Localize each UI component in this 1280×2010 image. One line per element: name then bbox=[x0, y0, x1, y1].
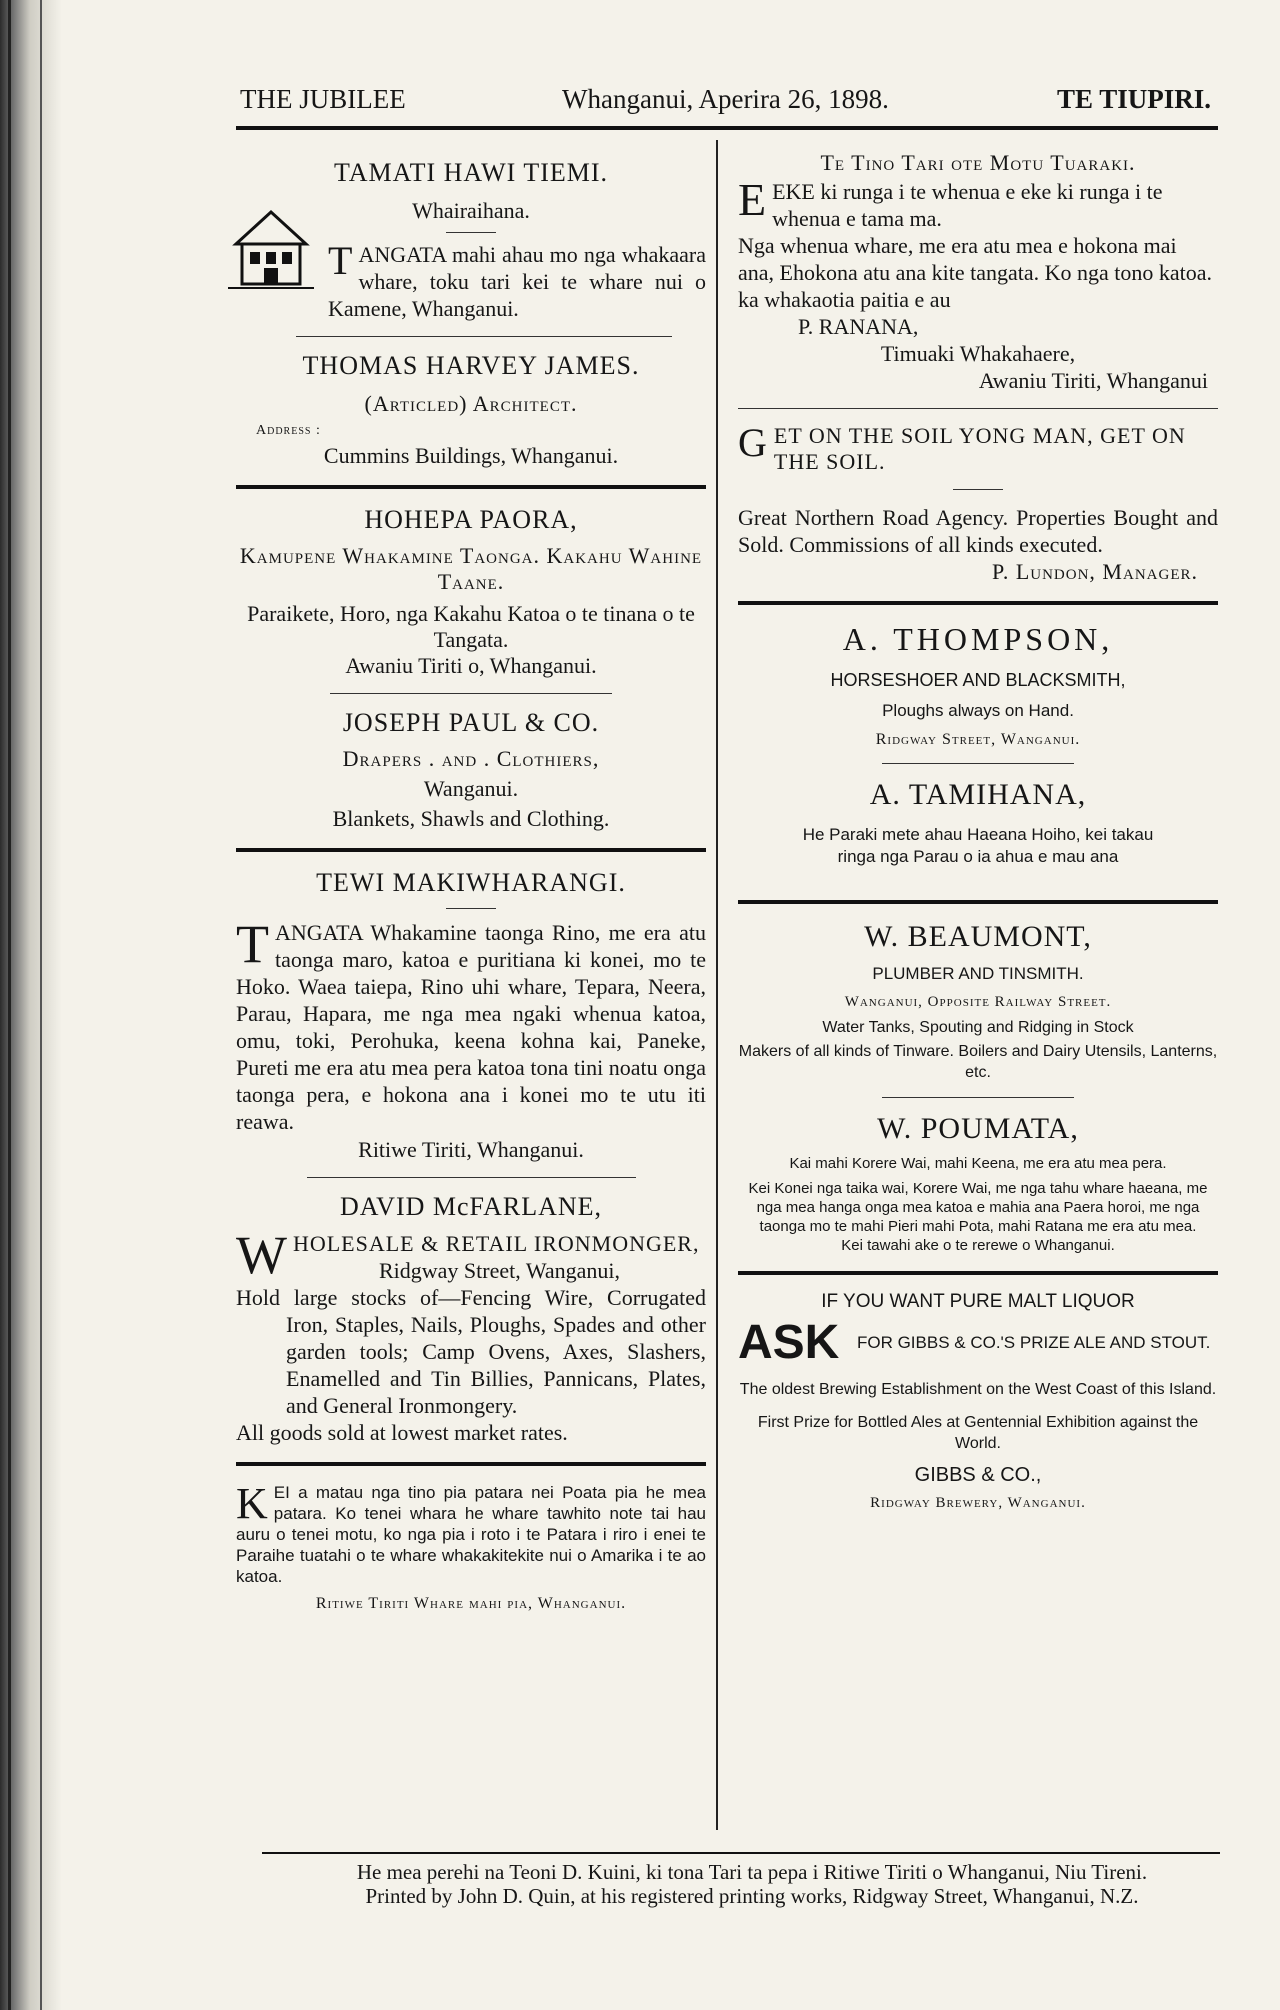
scan-edge-line bbox=[40, 0, 42, 2010]
ad-line: Ploughs always on Hand. bbox=[882, 701, 1074, 720]
ad-title: A. TAMIHANA, bbox=[869, 778, 1087, 811]
ad-address: Ridgway Street, Wanganui. bbox=[875, 731, 1081, 748]
ad-text: EKE ki runga i te whenua e eke ki runga i te whenua e tama ma. bbox=[772, 179, 1163, 231]
ad-hohepa bbox=[236, 505, 706, 679]
ad-line: Kai mahi Korere Wai, mahi Keena, me era atu mea pera. bbox=[789, 1155, 1167, 1172]
ad-kei bbox=[236, 1479, 706, 1613]
dropcap: T bbox=[236, 914, 269, 974]
ad-text: ANGATA Whakamine taonga Rino, me era atu taonga maro, katoa e puritiana ki konei, mo te Hoko. Waea taiepa, Rino uhi whare, Tepara, Neera, Parau, Hapara, me nga mea ngaki whenua katoa, omu, toki, Perohuka, keena kohna kai, Paneke, Pureti me era atu mea pera katoa tona tini noatu onga taonga pera, e hokona ana i konei mo te utu iti reawa. bbox=[236, 920, 706, 1134]
ad-trade: HORSESHOER AND BLACKSMITH, bbox=[830, 670, 1126, 690]
ad-trade: PLUMBER AND TINSMITH. bbox=[872, 964, 1084, 983]
column-divider bbox=[716, 140, 718, 1830]
ad-role: (Articled) Architect. bbox=[364, 391, 578, 416]
header-date: Whanganui, Aperira 26, 1898. bbox=[562, 84, 889, 114]
ad-line: Drapers . and . Clothiers, bbox=[342, 746, 600, 771]
ad-poumata bbox=[738, 1112, 1218, 1255]
ad-tamati bbox=[236, 138, 706, 322]
ad-tewi bbox=[236, 868, 706, 1163]
ad-title: THOMAS HARVEY JAMES. bbox=[302, 351, 640, 380]
ad-text: EI a matau nga tino pia patara nei Poata pia he mea patara. Ko tenei whara he whare tawhito note tai hau auru o tenei motu, ko nga pia i roto i te Patara i riro i enei te Paraihe tuatahi o te whare whakakitekite nui o Amarika i te ao katoa. bbox=[236, 1483, 706, 1586]
ad-david bbox=[236, 1192, 706, 1446]
ad-text: FOR GIBBS & CO.'S PRIZE ALE AND STOUT. bbox=[856, 1333, 1211, 1352]
dropcap: G bbox=[738, 420, 768, 465]
ad-title: HOHEPA PAORA, bbox=[364, 505, 578, 534]
ad-address: Ritiwe Tiriti, Whanganui. bbox=[358, 1137, 584, 1162]
ad-title: W. BEAUMONT, bbox=[864, 920, 1092, 953]
ad-line: First Prize for Bottled Ales at Gentennial Exhibition against the World. bbox=[757, 1414, 1199, 1452]
ad-lead: IF YOU WANT PURE MALT LIQUOR bbox=[821, 1291, 1135, 1312]
ad-line: Ridgway Street, Wanganui, bbox=[378, 1258, 620, 1283]
ad-text: Nga whenua whare, me era atu mea e hokona mai ana, Ehokona atu ana kite tangata. Ko nga tono katoa. ka whakaotia paitia e au bbox=[738, 233, 1213, 312]
ad-thompson bbox=[738, 621, 1218, 749]
scan-edge-line bbox=[8, 0, 11, 2010]
ad-name: GIBBS & CO., bbox=[914, 1464, 1042, 1486]
ad-line: Kamupene Whakamine Taonga. Kakahu Wahine Taane. bbox=[239, 543, 703, 594]
ad-joseph bbox=[236, 708, 706, 832]
ad-line: Paraikete, Horo, nga Kakahu Katoa o te tinana o te Tangata. bbox=[247, 601, 695, 652]
imprint-maori: He mea perehi na Teoni D. Kuini, ki tona Tari ta pepa i Ritiwe Tiriti o Whanganui, Niu Tireni. bbox=[356, 1860, 1148, 1884]
ad-title: W. POUMATA, bbox=[877, 1112, 1079, 1145]
ad-text: Great Northern Road Agency. Properties Bought and Sold. Commissions of all kinds executed. bbox=[738, 505, 1218, 557]
ad-line: Makers of all kinds of Tinware. Boilers and Dairy Utensils, Lanterns, etc. bbox=[738, 1043, 1218, 1081]
address-label: Address : bbox=[256, 423, 321, 438]
ad-address: Awaniu Tiriti o, Whanganui. bbox=[345, 653, 597, 678]
ad-title: ET ON THE SOIL YONG MAN, GET ON THE SOIL. bbox=[773, 423, 1186, 474]
printer-imprint bbox=[262, 1860, 1242, 1908]
ad-name: P. RANANA, bbox=[798, 314, 919, 339]
ad-tamihana bbox=[738, 778, 1218, 868]
ad-line: All goods sold at lowest market rates. bbox=[236, 1420, 568, 1445]
ad-text: Kei Konei nga taika wai, Korere Wai, me nga tahu whare haeana, me nga mea hanga onga mea katoa e mahia ana Paera horoi, me nga taonga mo te mahi Pieri mahi Pota, mahi Ratana me era atu mea. bbox=[748, 1180, 1208, 1235]
ad-gibbs bbox=[738, 1291, 1218, 1512]
header-rule bbox=[236, 126, 1218, 130]
ad-address: Wanganui, Opposite Railway Street. bbox=[844, 994, 1112, 1010]
ad-line: HOLESALE & RETAIL IRONMONGER, bbox=[292, 1231, 700, 1256]
ad-line: The oldest Brewing Establishment on the West Coast of this Island. bbox=[739, 1381, 1217, 1398]
ad-text: ANGATA mahi ahau mo nga whakaara whare, toku tari kei te whare nui o Kamene, Whanganui. bbox=[328, 242, 706, 321]
ad-tino bbox=[738, 150, 1218, 394]
ad-line: Kei tawahi ake o te rerewe o Whanganui. bbox=[841, 1237, 1115, 1254]
header-maori-title: TE TIUPIRI. bbox=[1056, 84, 1211, 114]
imprint-english: Printed by John D. Quin, at his registered printing works, Ridgway Street, Whanganui, N.Z. bbox=[365, 1884, 1139, 1908]
left-column bbox=[236, 138, 706, 1613]
house-icon bbox=[226, 204, 316, 294]
ad-title: Te Tino Tari ote Motu Tuaraki. bbox=[820, 150, 1136, 175]
ad-address: Ridgway Brewery, Wanganui. bbox=[870, 1495, 1086, 1511]
ad-title: JOSEPH PAUL & CO. bbox=[342, 708, 600, 737]
ad-soil bbox=[738, 420, 1218, 585]
ad-subtitle: Whairaihana. bbox=[412, 198, 530, 223]
dropcap: K bbox=[236, 1479, 268, 1528]
ad-thomas bbox=[236, 351, 706, 469]
right-column bbox=[738, 138, 1218, 1512]
footer-rule bbox=[262, 1852, 1220, 1854]
ad-text: Hold large stocks of—Fencing Wire, Corrugated Iron, Staples, Nails, Ploughs, Spades and other garden tools; Camp Ovens, Axes, Slashers, Enamelled and Tin Billies, Pannicans, Plates, and General Ironmongery. bbox=[236, 1285, 706, 1418]
ad-line: Wanganui. bbox=[423, 776, 519, 801]
ad-line: Blankets, Shawls and Clothing. bbox=[332, 806, 610, 831]
dropcap: T bbox=[328, 238, 353, 283]
ad-role: Timuaki Whakahaere, bbox=[880, 341, 1076, 366]
ask-heading: ASK bbox=[738, 1316, 840, 1369]
ad-text: He Paraki mete ahau Haeana Hoiho, kei takau ringa nga Parau o ia ahua e mau ana bbox=[802, 825, 1154, 866]
dropcap: W bbox=[236, 1225, 287, 1285]
ad-title: DAVID McFARLANE, bbox=[339, 1192, 603, 1221]
ad-line: Water Tanks, Spouting and Ridging in Stock bbox=[822, 1019, 1134, 1036]
dropcap: E bbox=[738, 174, 767, 225]
ad-address: Cummins Buildings, Whanganui. bbox=[323, 443, 619, 468]
page-header bbox=[240, 84, 1225, 124]
ad-title: TAMATI HAWI TIEMI. bbox=[333, 158, 609, 187]
ad-title: TEWI MAKIWHARANGI. bbox=[316, 868, 626, 897]
ad-address: Awaniu Tiriti, Whanganui bbox=[978, 368, 1208, 393]
ad-manager: P. Lundon, Manager. bbox=[992, 559, 1198, 584]
ad-address: Ritiwe Tiriti Whare mahi pia, Whanganui. bbox=[315, 1595, 627, 1612]
header-title: THE JUBILEE bbox=[240, 84, 406, 114]
ad-beaumont bbox=[738, 920, 1218, 1083]
ad-title: A. THOMPSON, bbox=[842, 621, 1114, 657]
